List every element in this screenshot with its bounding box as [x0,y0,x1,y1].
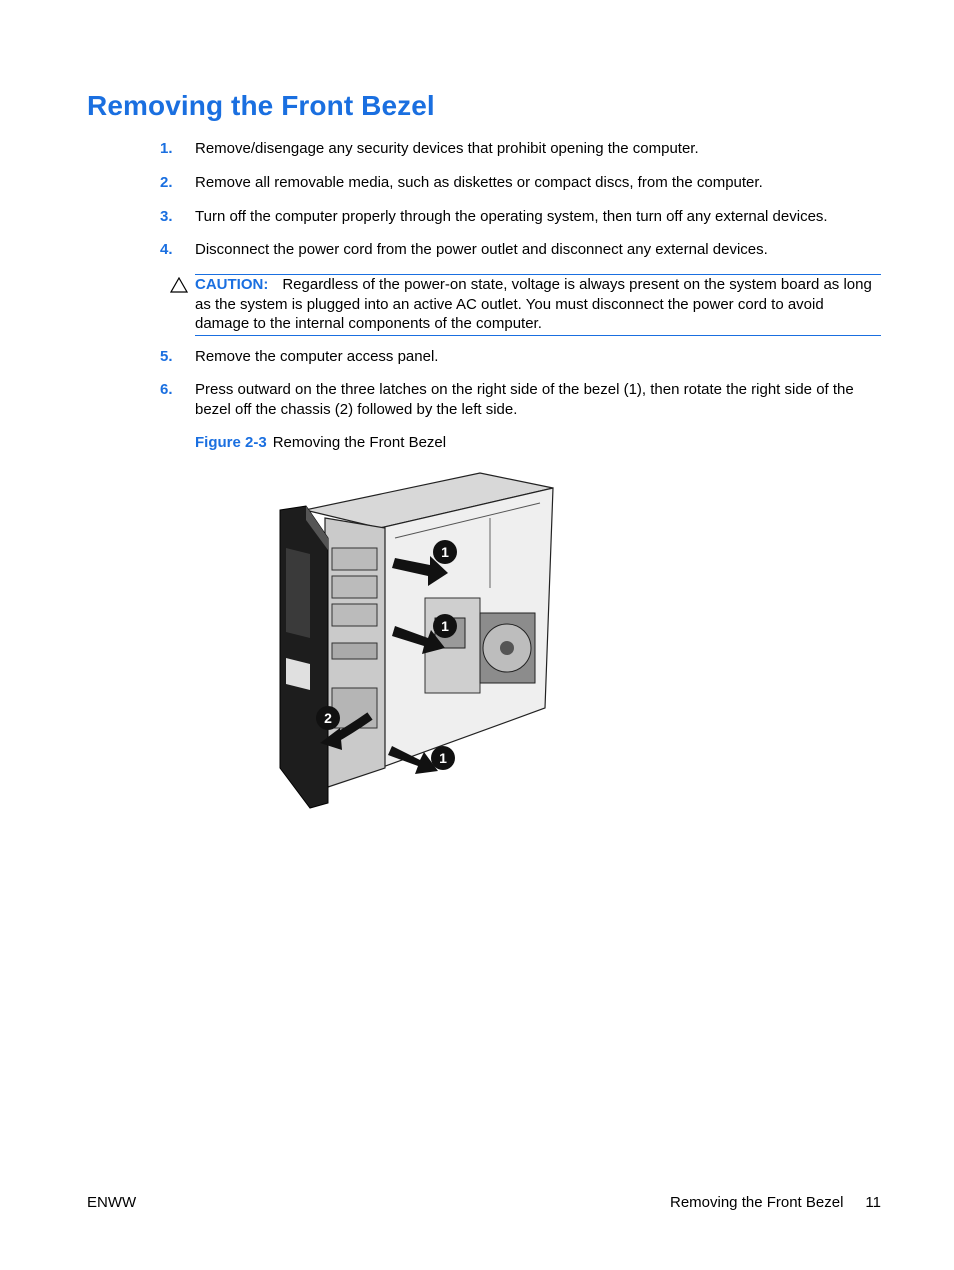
step-text: Remove all removable media, such as diskettes or compact discs, from the computer. [195,174,763,191]
step-number: 6. [160,381,173,398]
page-number: 11 [865,1194,881,1211]
figure-caption [195,434,446,451]
bezel-removal-illustration [270,468,570,813]
svg-text:1: 1 [441,618,449,634]
step-number: 3. [160,208,173,225]
caution-note [195,274,881,336]
footer-section-title: Removing the Front Bezel [670,1194,844,1211]
callout-1 [433,540,457,564]
svg-text:1: 1 [439,750,447,766]
footer-left: ENWW [87,1194,137,1211]
footer-right [670,1194,881,1211]
step-text: Press outward on the three latches on the right side of the bezel (1), then rotate the right side of the bezel off the chassis (2) followed by the left side. [195,381,854,418]
page-title: Removing the Front Bezel [87,90,435,121]
caution-text: Regardless of the power-on state, voltage is always present on the system board as long as the system is plugged into an active AC outlet. You must disconnect the power cord to avoid damage to the internal components of the computer. [195,276,872,332]
step-text: Turn off the computer properly through the operating system, then turn off any external devices. [195,208,828,225]
step-text: Remove/disengage any security devices that prohibit opening the computer. [195,140,699,157]
step-number: 2. [160,174,173,191]
callout-1 [433,614,457,638]
callout-1 [431,746,455,770]
step-text: Disconnect the power cord from the power outlet and disconnect any external devices. [195,241,768,258]
caution-triangle-icon [170,277,188,293]
figure-title: Removing the Front Bezel [272,434,447,451]
figure-label: Figure 2-3 [195,434,267,451]
callout-2 [316,706,340,730]
caution-label: CAUTION: [195,276,269,293]
step-number: 4. [160,241,173,258]
step-text: Remove the computer access panel. [195,348,439,365]
svg-text:1: 1 [441,544,449,560]
step-number: 5. [160,348,173,365]
svg-text:2: 2 [324,710,332,726]
step-number: 1. [160,140,173,157]
